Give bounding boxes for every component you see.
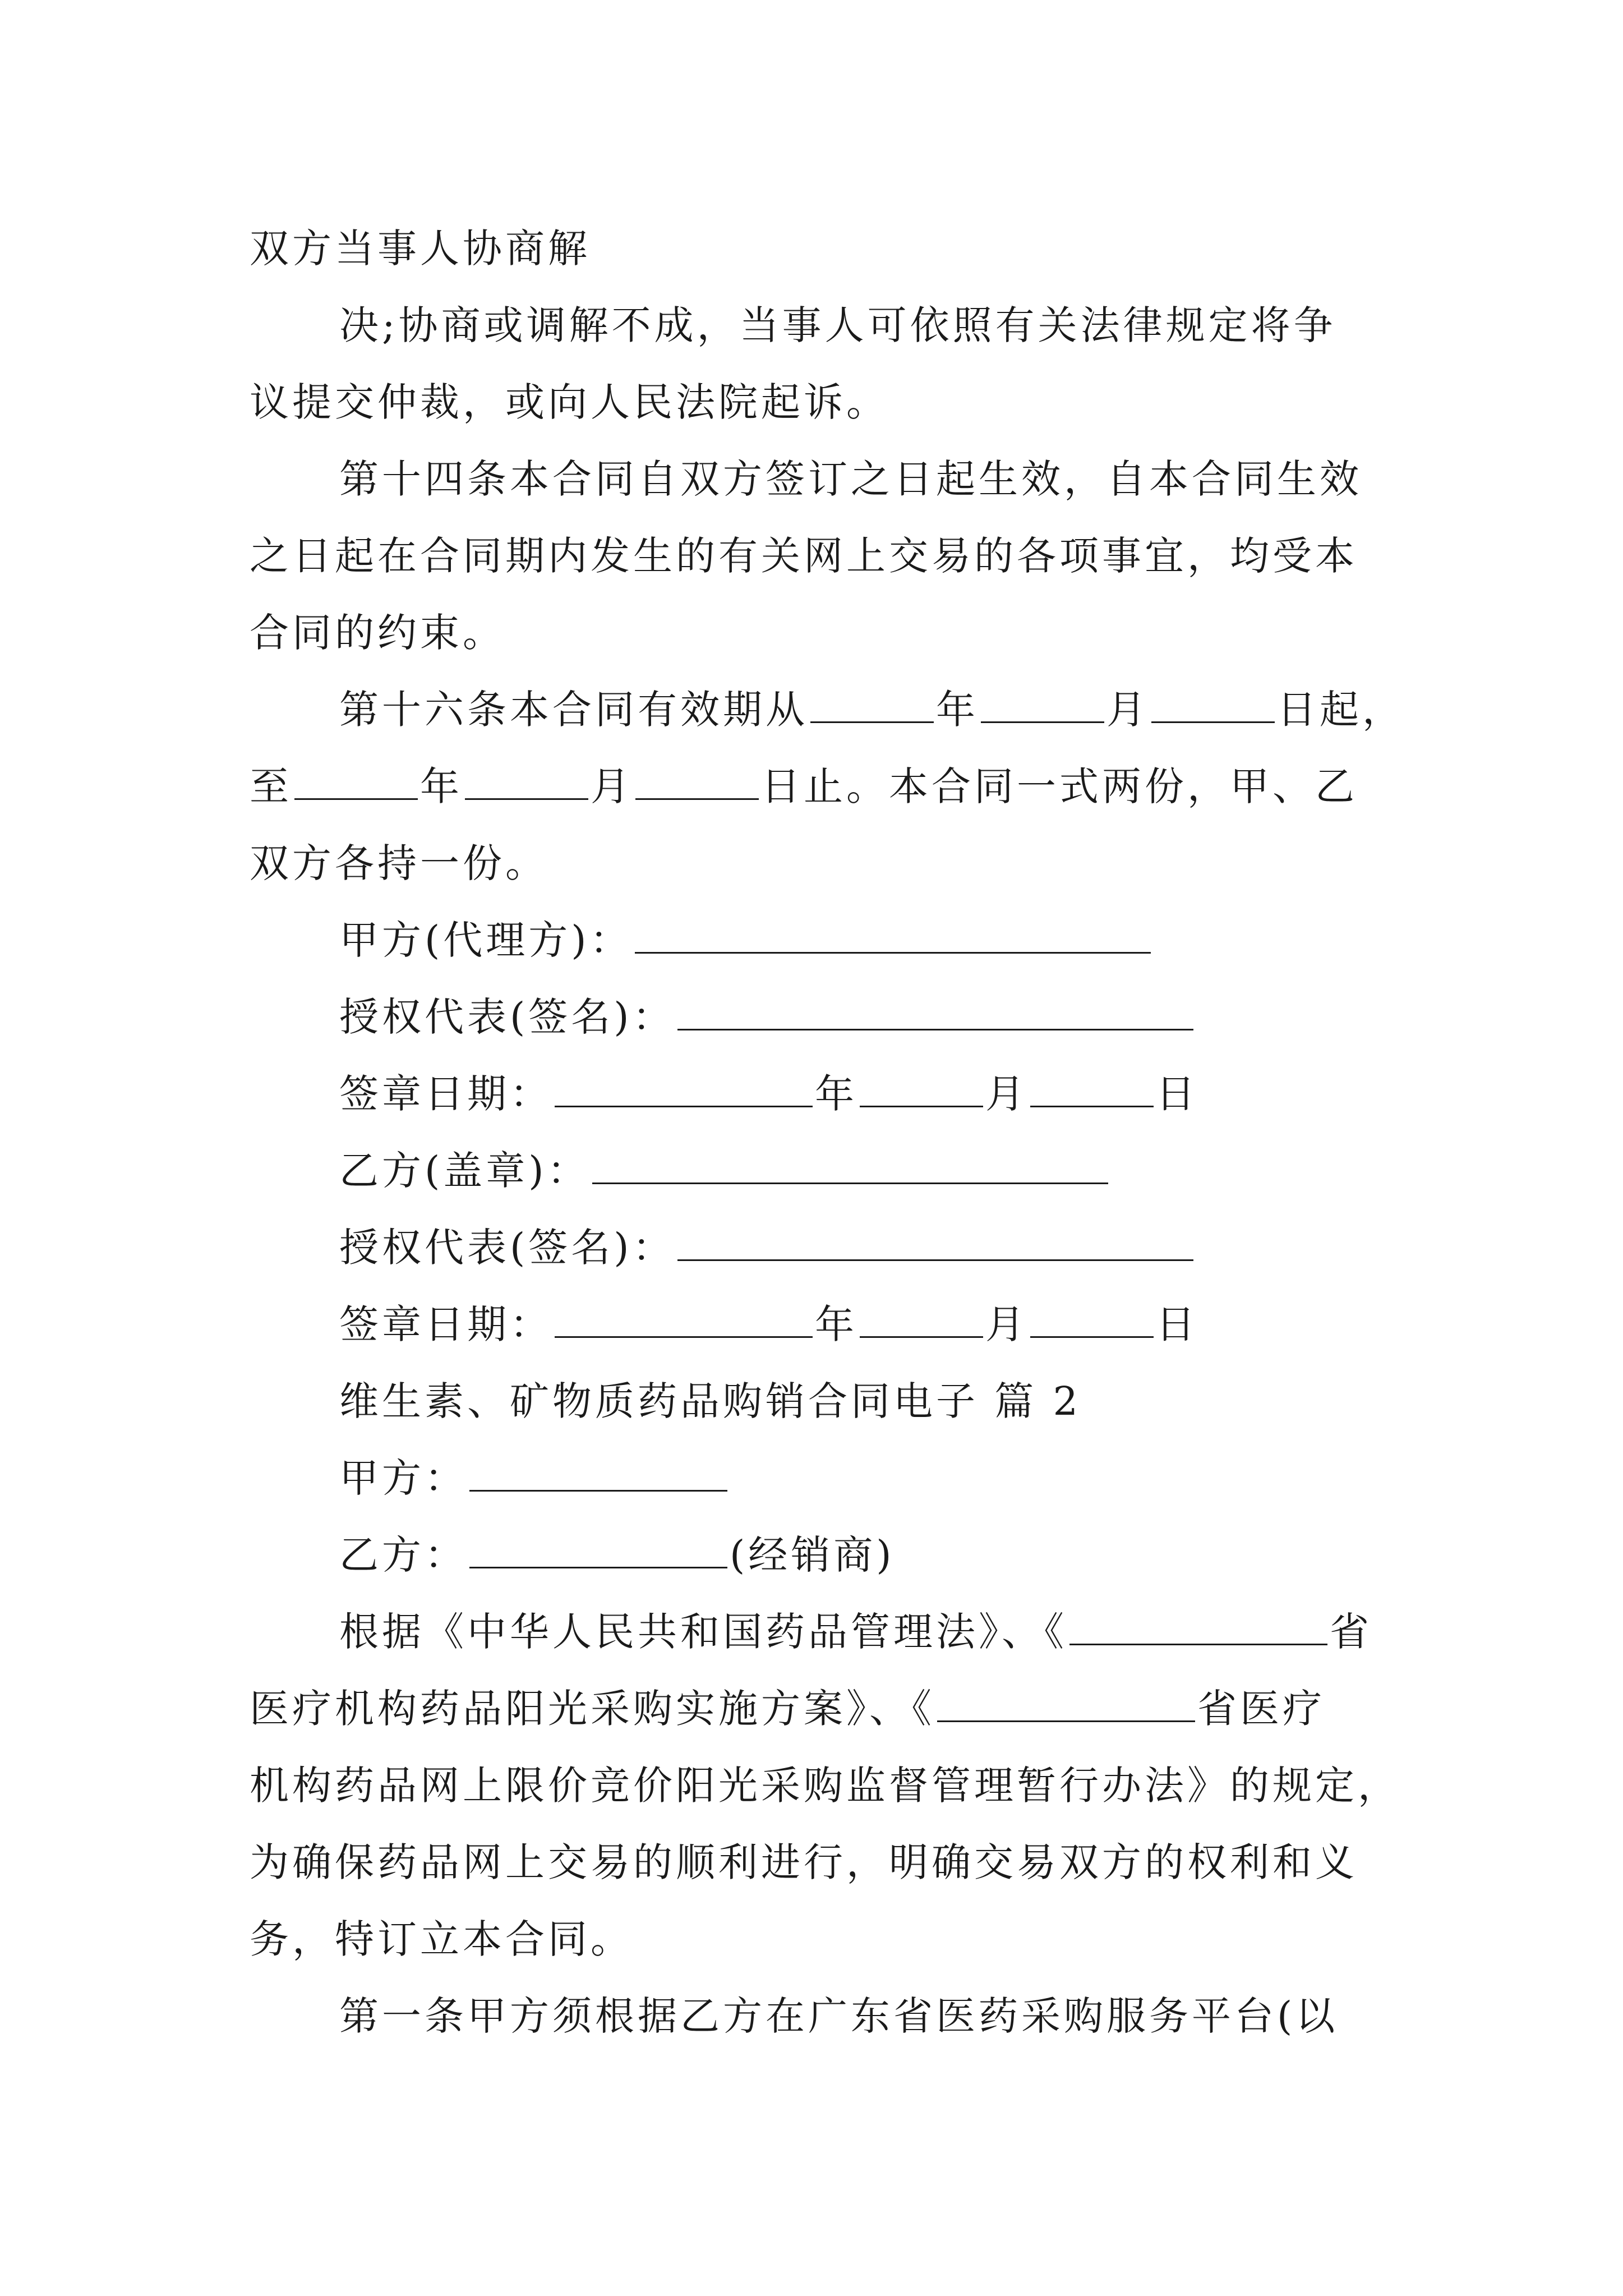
text: 年 [815, 1071, 857, 1117]
label: 签章日期： [339, 1071, 552, 1117]
text: 根据《中华人民共和国药品管理法》、《 [339, 1609, 1067, 1655]
text-line [250, 1594, 1388, 1671]
text: 年 [936, 687, 979, 733]
year-field[interactable] [555, 1303, 813, 1338]
blank-field[interactable] [465, 765, 588, 800]
text: 第十四条本合同自双方签订之日起生效，自本合同生效 [339, 456, 1362, 502]
party-a-field[interactable] [635, 918, 1151, 954]
signature-field[interactable] [677, 1226, 1193, 1261]
text-line [250, 1824, 1388, 1901]
text: 维生素、矿物质药品购销合同电子 篇 2 [339, 1378, 1082, 1424]
party-b-line [250, 1133, 1388, 1209]
label: 授权代表(签名)： [339, 1225, 675, 1271]
text-line [250, 518, 1388, 595]
party-b-line [250, 1517, 1388, 1594]
text: 月 [591, 763, 633, 809]
text: 为确保药品网上交易的顺利进行，明确交易双方的权利和义 [250, 1839, 1358, 1885]
validity-start-line [250, 671, 1405, 748]
text-line [250, 210, 1388, 287]
text-line [250, 1901, 1388, 1978]
text: 月 [985, 1301, 1028, 1347]
blank-field[interactable] [635, 765, 759, 800]
blank-field[interactable] [294, 765, 418, 800]
month-field[interactable] [860, 1072, 983, 1107]
text: 合同的约束。 [250, 610, 505, 656]
section-title [250, 1363, 1388, 1440]
text: 之日起在合同期内发生的有关网上交易的各项事宜，均受本 [250, 533, 1358, 579]
text: 日起， [1277, 687, 1405, 733]
rep-signature-line [250, 979, 1388, 1056]
province-field[interactable] [1069, 1610, 1327, 1645]
rep-signature-line [250, 1209, 1388, 1286]
day-field[interactable] [1030, 1072, 1154, 1107]
text: 日 [1156, 1071, 1198, 1117]
text: 议提交仲裁，或向人民法院起诉。 [250, 379, 889, 425]
text-line [250, 1671, 1388, 1747]
text-line [250, 287, 1388, 364]
text: 医疗机构药品阳光采购实施方案》、《 [250, 1686, 935, 1732]
text: 第十六条本合同有效期从 [339, 687, 808, 733]
label: 乙方(盖章)： [339, 1148, 590, 1194]
blank-field[interactable] [810, 688, 934, 723]
party-b-field[interactable] [592, 1149, 1108, 1184]
signature-field[interactable] [677, 995, 1193, 1030]
text: 机构药品网上限价竞价阳光采购监督管理暂行办法》的规定， [250, 1763, 1400, 1809]
sign-date-line [250, 1056, 1388, 1133]
blank-field[interactable] [981, 688, 1104, 723]
day-field[interactable] [1030, 1303, 1154, 1338]
label: 甲方(代理方)： [339, 917, 633, 963]
province-field[interactable] [937, 1687, 1195, 1722]
party-a-line [250, 902, 1388, 979]
label: 甲方： [339, 1455, 467, 1501]
text-line [250, 1747, 1400, 1824]
party-b-field[interactable] [469, 1533, 727, 1568]
text: 月 [985, 1071, 1028, 1117]
text-line [250, 364, 1388, 441]
text-line [250, 441, 1388, 518]
text: 日 [1156, 1301, 1198, 1347]
text: 双方各持一份。 [250, 840, 548, 886]
party-a-line [250, 1440, 1388, 1517]
year-field[interactable] [555, 1072, 813, 1107]
document-page [250, 210, 1405, 2055]
text: 年 [815, 1301, 857, 1347]
validity-end-line [250, 748, 1388, 825]
text: 省医疗 [1197, 1686, 1325, 1732]
text: 年 [420, 763, 463, 809]
label: 乙方： [339, 1532, 467, 1578]
label: 授权代表(签名)： [339, 994, 675, 1040]
text-line [250, 825, 1388, 902]
text: 务，特订立本合同。 [250, 1916, 633, 1962]
text-line [250, 1978, 1388, 2055]
text: 月 [1106, 687, 1149, 733]
text: 省 [1330, 1609, 1372, 1655]
text: 双方当事人协商解 [250, 226, 591, 272]
sign-date-line [250, 1286, 1388, 1363]
text: 第一条甲方须根据乙方在广东省医药采购服务平台(以 [339, 1993, 1339, 2039]
text-line [250, 595, 1388, 671]
text: 日止。本合同一式两份，甲、乙 [761, 763, 1358, 809]
blank-field[interactable] [1151, 688, 1275, 723]
party-a-field[interactable] [469, 1456, 727, 1492]
label: 签章日期： [339, 1301, 552, 1347]
month-field[interactable] [860, 1303, 983, 1338]
text: (经销商) [730, 1532, 895, 1578]
text: 决;协商或调解不成，当事人可依照有关法律规定将争 [339, 302, 1336, 348]
text: 至 [250, 763, 292, 809]
